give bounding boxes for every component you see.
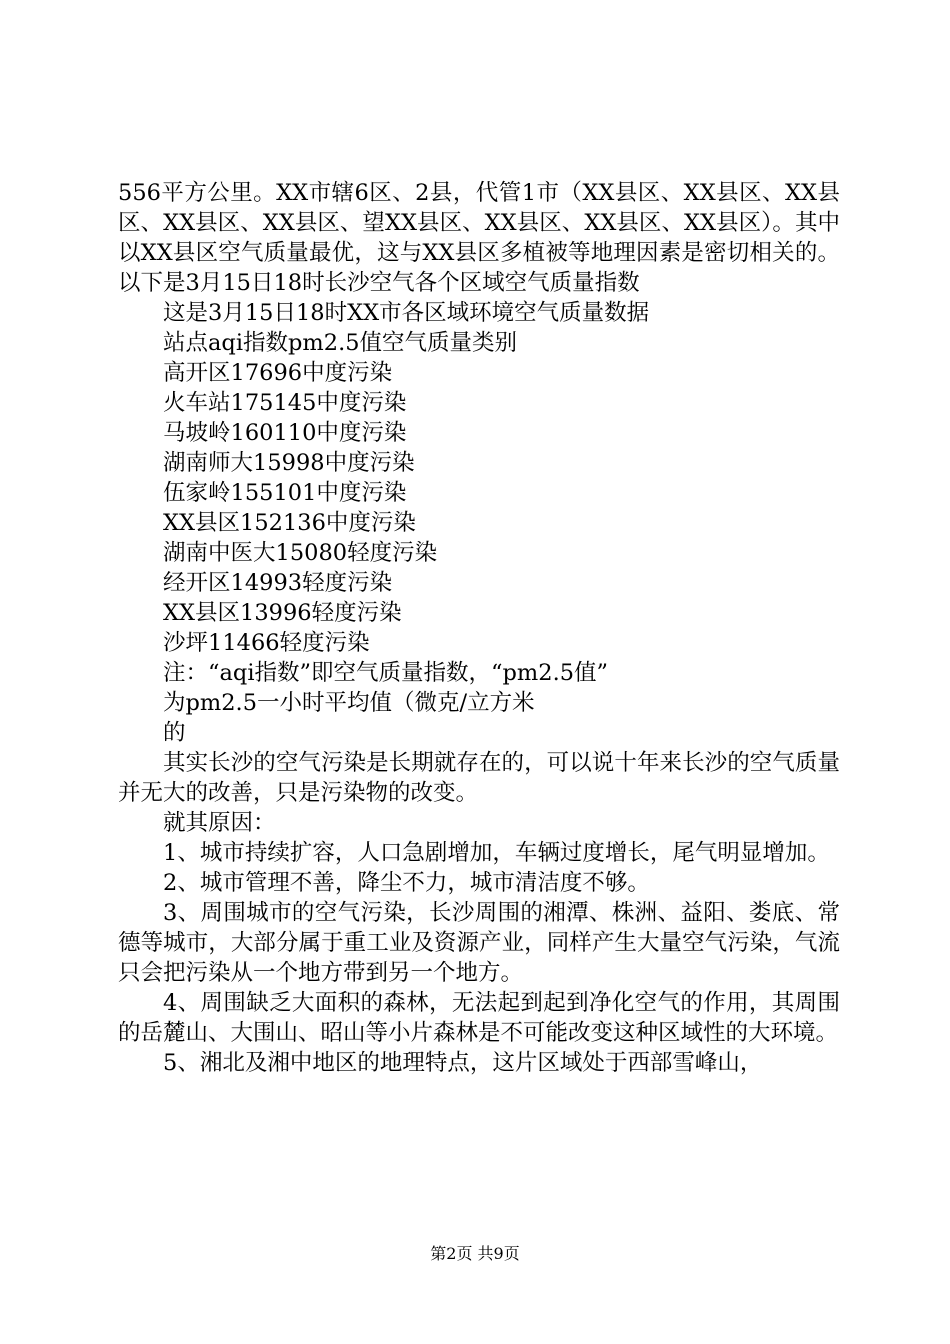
reason-3: 3、周围城市的空气污染，长沙周围的湘潭、株洲、益阳、娄底、常德等城市，大部分属于重工业及资源产业，同样产生大量空气污染，气流只会把污染从一个地方带到另一个地方。 (118, 900, 840, 986)
note-line-3: 的 (163, 720, 186, 746)
list-item: 湖南中医大15080轻度污染 (163, 540, 438, 566)
reasons-heading: 就其原因： (163, 810, 276, 836)
page-number-footer: 第2页 共9页 (430, 1244, 520, 1263)
note-line-1: 注：“aqi指数”即空气质量指数，“pm2.5值” (163, 660, 609, 686)
station-list (118, 358, 840, 658)
note-line-2: 为pm2.5一小时平均值（微克/立方米 (163, 690, 535, 716)
list-item: 伍家岭155101中度污染 (163, 480, 407, 506)
table-title: 这是3月15日18时XX市各区域环境空气质量数据 (163, 300, 650, 326)
list-item: 湖南师大15998中度污染 (163, 450, 415, 476)
list-item: XX县区152136中度污染 (163, 510, 416, 536)
analysis-paragraph: 其实长沙的空气污染是长期就存在的，可以说十年来长沙的空气质量并无大的改善，只是污染物的改变。 (118, 750, 840, 806)
list-item: 马坡岭160110中度污染 (163, 420, 407, 446)
table-header: 站点aqi指数pm2.5值空气质量类别 (163, 330, 518, 356)
list-item: XX县区13996轻度污染 (163, 600, 402, 626)
document-body (118, 178, 840, 1078)
reason-2: 2、城市管理不善，降尘不力，城市清洁度不够。 (163, 870, 650, 896)
list-item: 火车站175145中度污染 (163, 390, 407, 416)
list-item: 经开区14993轻度污染 (163, 570, 393, 596)
list-item: 沙坪11466轻度污染 (163, 630, 370, 656)
reason-1: 1、城市持续扩容，人口急剧增加，车辆过度增长，尾气明显增加。 (163, 840, 830, 866)
reason-4: 4、周围缺乏大面积的森林，无法起到起到净化空气的作用，其周围的岳麓山、大围山、昭山等小片森林是不可能改变这种区域性的大环境。 (118, 990, 840, 1046)
reason-5: 5、湘北及湘中地区的地理特点，这片区域处于西部雪峰山， (163, 1050, 763, 1076)
intro-paragraph: 556平方公里。XX市辖6区、2县，代管1市（XX县区、XX县区、XX县区、XX县区、XX县区、望XX县区、XX县区、XX县区、XX县区）。其中以XX县区空气质量最优，这与XX县区多植被等地理因素是密切相关的。以下是3月15日18时长沙空气各个区域空气质量指数 (118, 180, 840, 296)
list-item: 高开区17696中度污染 (163, 360, 393, 386)
